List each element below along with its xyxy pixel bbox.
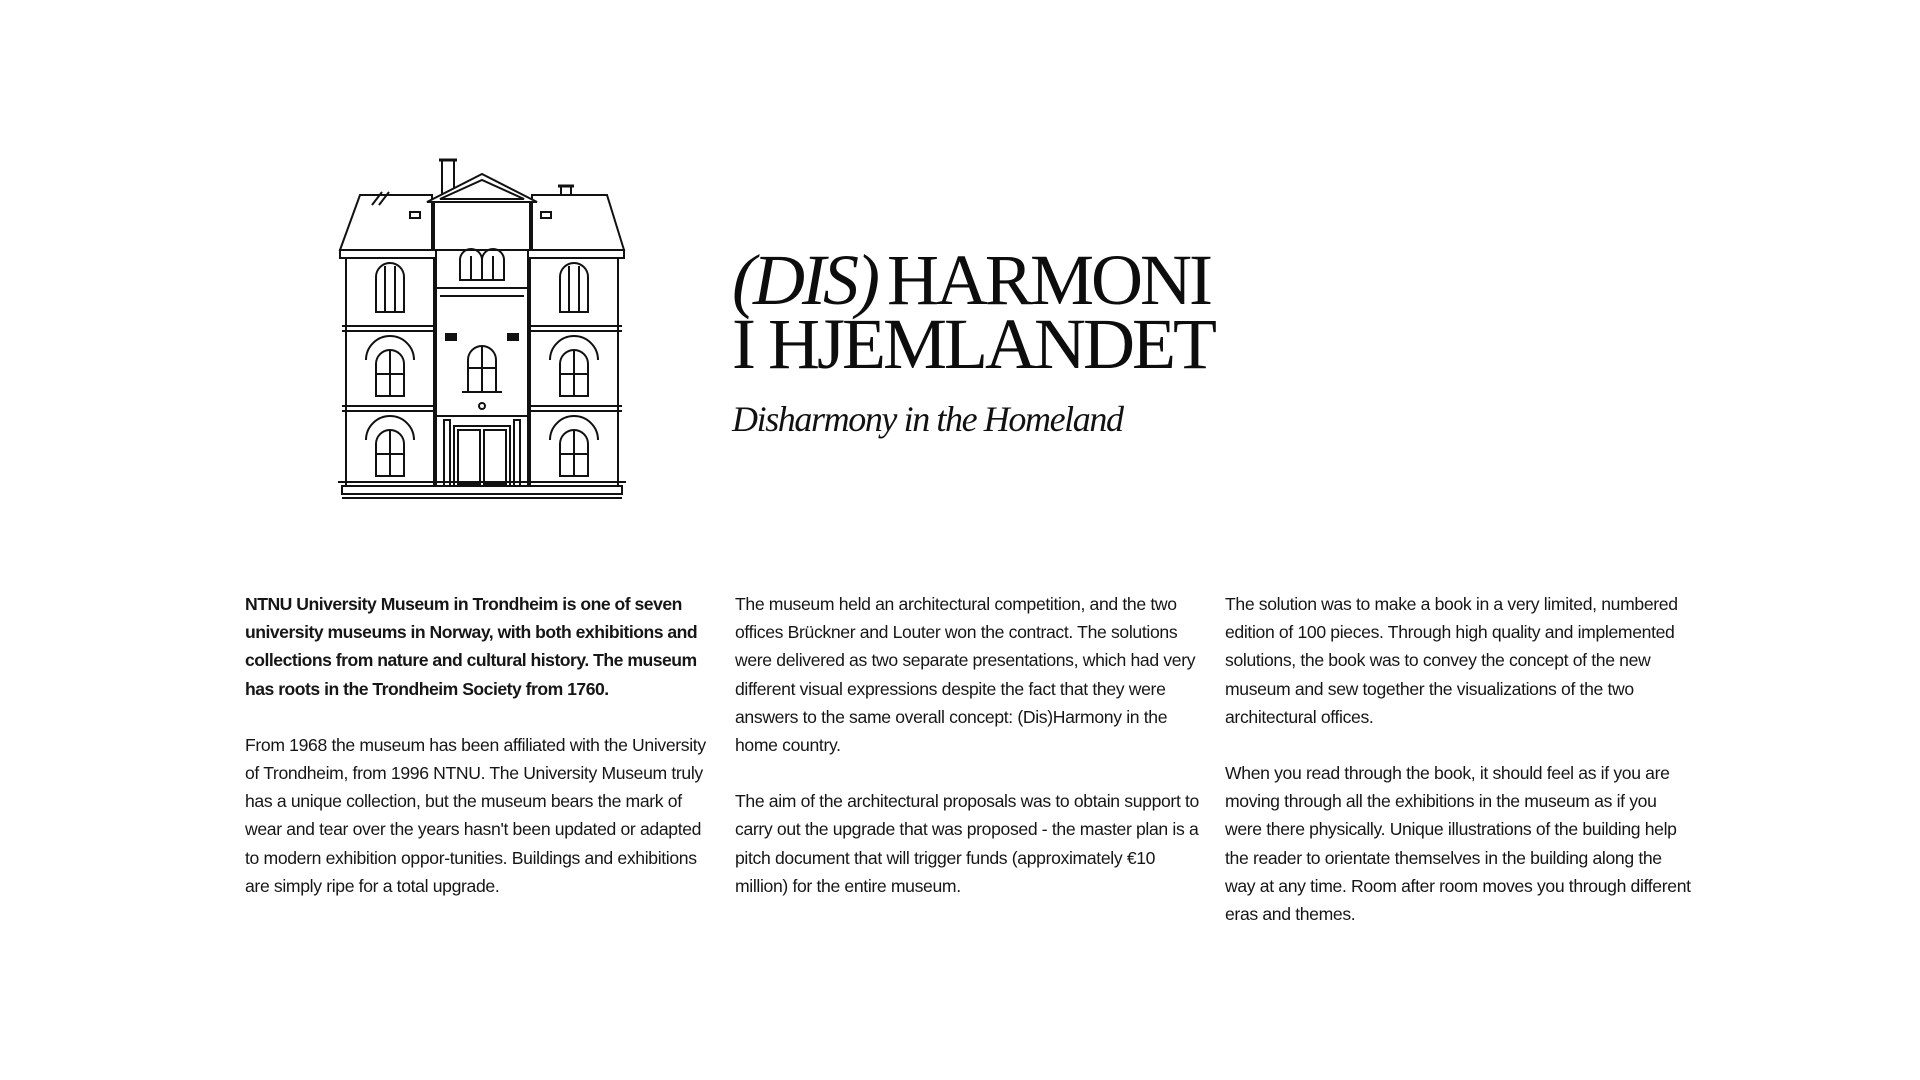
paragraph: When you read through the book, it should feel as if you are moving through all the exhibitions in the museum as if you were there physically. Unique illustrations of the building help the reader to orientate themselves in the building along the way at any time. Room after room moves you through different eras and themes. — [1225, 763, 1691, 925]
title-line-1 — [732, 240, 1432, 320]
paragraph: NTNU University Museum in Trondheim is one of seven university museums in Norway, with both exhibitions and collections from nature and cultural history. The museum has roots in the Trondheim Society from 1760. — [245, 594, 698, 699]
title-line-1-rest: HARMONI — [886, 240, 1210, 320]
text-column-2 — [735, 590, 1205, 956]
title-prefix: (DIS) — [732, 240, 877, 320]
paragraph: The aim of the architectural proposals was to obtain support to carry out the upgrade that was proposed - the master plan is a pitch document that will trigger funds (approximately €10 million) for the entire museum. — [735, 791, 1199, 896]
museum-building-illustration — [332, 150, 632, 500]
text-columns — [245, 590, 1735, 956]
museum-building-icon — [332, 150, 632, 500]
title-block — [732, 240, 1432, 440]
paragraph: The solution was to make a book in a very limited, numbered edition of 100 pieces. Through high quality and implemented solutions, the book was to convey the concept of the new museum and sew together the visualizations of the two architectural offices. — [1225, 594, 1678, 727]
subtitle: Disharmony in the Homeland — [732, 399, 1123, 439]
title-line-2: I HJEMLANDET — [732, 304, 1214, 384]
text-column-1 — [245, 590, 715, 956]
paragraph: The museum held an architectural competition, and the two offices Brückner and Louter won the contract. The solutions were delivered as two separate presentations, which had very different visual expressions despite the fact that they were answers to the same overall concept: (Dis)Harmony in the home country. — [735, 594, 1196, 756]
paragraph: From 1968 the museum has been affiliated with the University of Trondheim, from 1996 NTNU. The University Museum truly has a unique collection, but the museum bears the mark of wear and tear over the years hasn't been updated or adapted to modern exhibition oppor-tunities. Buildings and exhibitions are simply ripe for a total upgrade. — [245, 734, 706, 896]
text-column-3 — [1225, 590, 1695, 956]
